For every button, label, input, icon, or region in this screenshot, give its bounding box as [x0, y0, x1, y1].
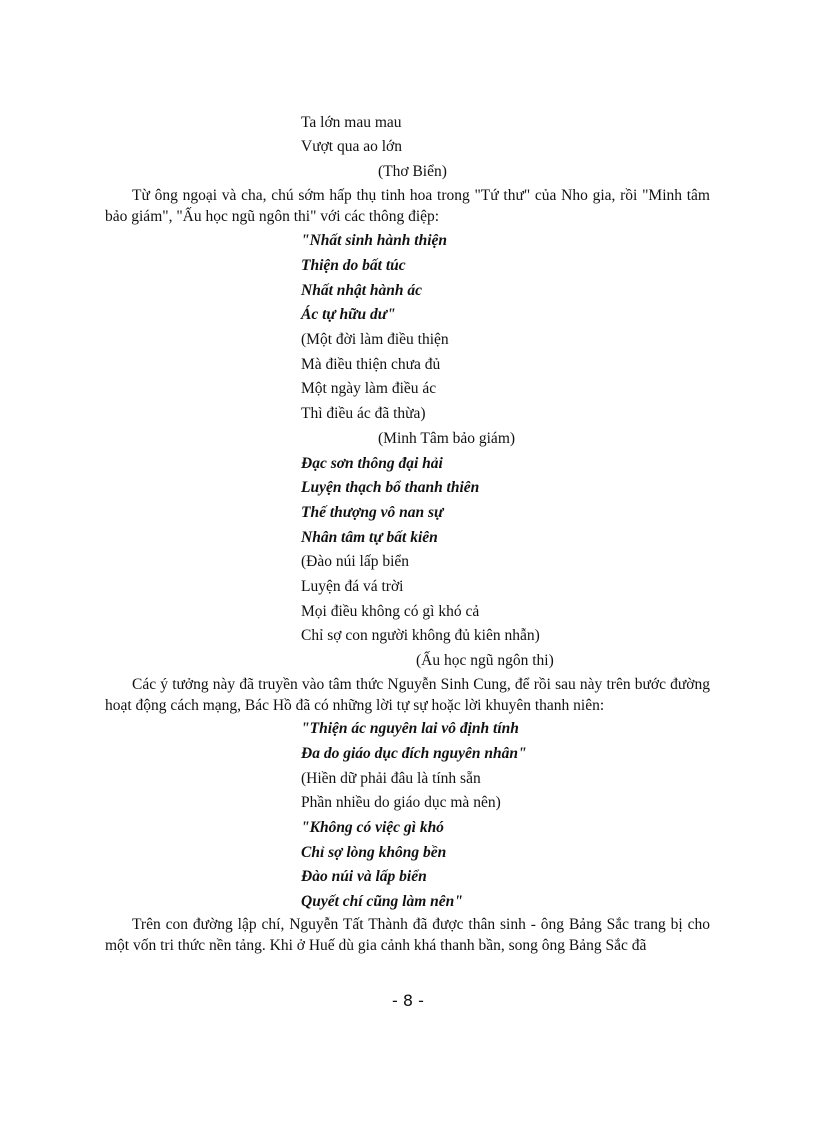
quote-line: "Nhất sinh hành thiện — [301, 232, 448, 249]
translation-line: (Một đời làm điều thiện — [301, 331, 449, 348]
quote-line: Nhân tâm tự bất kiên — [301, 529, 438, 546]
quote-line: Quyết chí cũng làm nên" — [301, 893, 463, 910]
translation-line: (Đào núi lấp biển — [301, 553, 410, 570]
quote-line: "Không có việc gì khó — [301, 819, 444, 836]
poem-line: Vượt qua ao lớn — [301, 138, 402, 155]
translation-line: Mà điều thiện chưa đủ — [301, 356, 441, 373]
translation-line: Thì điều ác đã thừa) — [301, 405, 426, 422]
poem-source: (Ấu học ngũ ngôn thi) — [416, 652, 554, 669]
body-paragraph: Trên con đường lập chí, Nguyễn Tất Thành đã được thân sinh - ông Bảng Sắc trang bị cho một vốn tri thức nền tảng. Khi ở Huế dù gia cảnh khá thanh bần, song ông Bảng Sắc đã — [105, 916, 710, 954]
quote-line: Đào núi và lấp biển — [301, 868, 427, 885]
translation-line: (Hiền dữ phải đâu là tính sẵn — [301, 770, 481, 787]
poem-source: (Minh Tâm bảo giám) — [378, 430, 516, 447]
translation-line: Một ngày làm điều ác — [301, 380, 437, 397]
quote-line: Ác tự hữu dư" — [301, 306, 396, 323]
poem-line: Ta lớn mau mau — [301, 114, 402, 131]
quote-line: "Thiện ác nguyên lai vô định tính — [301, 720, 519, 737]
quote-line: Luyện thạch bổ thanh thiên — [301, 479, 480, 496]
body-paragraph: Từ ông ngoại và cha, chú sớm hấp thụ tinh hoa trong "Tứ thư" của Nho gia, rồi "Minh tâm bảo giám", "Ấu học ngũ ngôn thi" với các thông điệp: — [105, 187, 710, 225]
translation-line: Mọi điều không có gì khó cả — [301, 603, 480, 620]
page-number: - 8 - — [392, 991, 424, 1010]
quote-line: Đạc sơn thông đại hải — [301, 455, 443, 472]
quote-line: Chỉ sợ lòng không bền — [301, 844, 447, 861]
quote-line: Nhất nhật hành ác — [301, 282, 423, 299]
translation-line: Phần nhiều do giáo dục mà nên) — [301, 794, 501, 811]
translation-line: Chỉ sợ con người không đủ kiên nhẫn) — [301, 627, 540, 644]
translation-line: Luyện đá vá trời — [301, 578, 404, 595]
quote-line: Đa do giáo dục đích nguyên nhân" — [301, 745, 527, 762]
poem-source: (Thơ Biển) — [378, 163, 447, 180]
body-paragraph: Các ý tưởng này đã truyền vào tâm thức Nguyễn Sinh Cung, để rồi sau này trên bước đường hoạt động cách mạng, Bác Hồ đã có những lời tự sự hoặc lời khuyên thanh niên: — [105, 676, 710, 714]
quote-line: Thiện do bất túc — [301, 257, 406, 274]
quote-line: Thế thượng vô nan sự — [301, 504, 444, 521]
